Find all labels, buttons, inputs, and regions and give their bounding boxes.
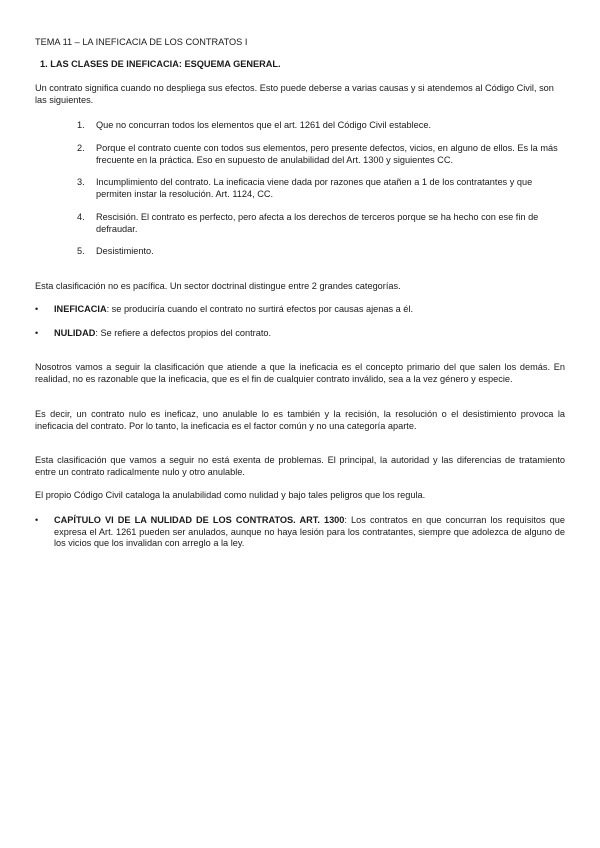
cause-item: Porque el contrato cuente con todos sus elementos, pero presente defectos, vicios, en alguno de ellos. Es la más frecuente en la práctica. Eso en supuesto de anulabilidad del Art. 1300 y siguientes CC.	[96, 143, 558, 165]
cause-item: Incumplimiento del contrato. La ineficacia viene dada por razones que atañen a 1 de los contratantes y que permiten instar la resolución. Art. 1124, CC.	[96, 177, 533, 199]
cause-item: Rescisión. El contrato es perfecto, pero afecta a los derechos de terceros porque se ha hecho con ese fin de defraudar.	[96, 212, 539, 234]
paragraph-3: Esta clasificación que vamos a seguir no está exenta de problemas. El principal, la autoridad y las diferencias de tratamiento entre un contrato radicalmente nulo y otro anulable.	[35, 455, 565, 477]
paragraph-1: Nosotros vamos a seguir la clasificación que atiende a que la ineficacia es el concepto primario del que salen los demás. En realidad, no es razonable que la ineficacia, que es el fin de cualquier contrato inválido, sea a la vez género y especie.	[35, 362, 565, 384]
cause-number: 3.	[77, 177, 85, 187]
document-title: TEMA 11 – LA INEFICACIA DE LOS CONTRATOS I	[35, 37, 248, 47]
paragraph-2: Es decir, un contrato nulo es ineficaz, uno anulable lo es también y la recisión, la resolución o el desistimiento provoca la ineficacia del contrato. Por lo tanto, la ineficacia es el factor común y no una categoría aparte.	[35, 409, 565, 431]
category-ineficacia	[54, 304, 565, 316]
bullet: •	[35, 328, 39, 338]
article-1300	[54, 515, 565, 550]
cause-number: 4.	[77, 212, 85, 222]
cause-item: Desistimiento.	[96, 246, 154, 256]
cause-item: Que no concurran todos los elementos que el art. 1261 del Código Civil establece.	[96, 120, 432, 130]
category-nulidad	[54, 328, 565, 340]
category-text: : Se refiere a defectos propios del contrato.	[95, 328, 272, 338]
category-text: : se produciría cuando el contrato no surtirá efectos por causas ajenas a él.	[106, 304, 414, 314]
article-term: CAPÍTULO VI DE LA NULIDAD DE LOS CONTRATOS. ART. 1300	[54, 515, 345, 525]
classification-note: Esta clasificación no es pacífica. Un sector doctrinal distingue entre 2 grandes categorías.	[35, 281, 401, 291]
bullet: •	[35, 515, 39, 525]
cause-number: 5.	[77, 246, 85, 256]
paragraph-4: El propio Código Civil cataloga la anulabilidad como nulidad y bajo tales peligros que los regula.	[35, 490, 426, 500]
bullet: •	[35, 304, 39, 314]
category-term: INEFICACIA	[54, 304, 107, 314]
intro-paragraph: Un contrato significa cuando no despliega sus efectos. Esto puede deberse a varias causas y si atendemos al Código Civil, son las siguientes.	[35, 83, 554, 105]
cause-number: 1.	[77, 120, 85, 130]
cause-number: 2.	[77, 143, 85, 153]
category-term: NULIDAD	[54, 328, 96, 338]
section-heading: 1. LAS CLASES DE INEFICACIA: ESQUEMA GENERAL.	[40, 59, 281, 69]
article-text: : Los contratos en que concurran los requisitos que expresa el Art. 1261 pueden ser anulados, aunque no haya lesión para los contratantes, siempre que adolezca de alguno de los vicios que los invalidan con arreglo a la ley.	[54, 515, 566, 549]
